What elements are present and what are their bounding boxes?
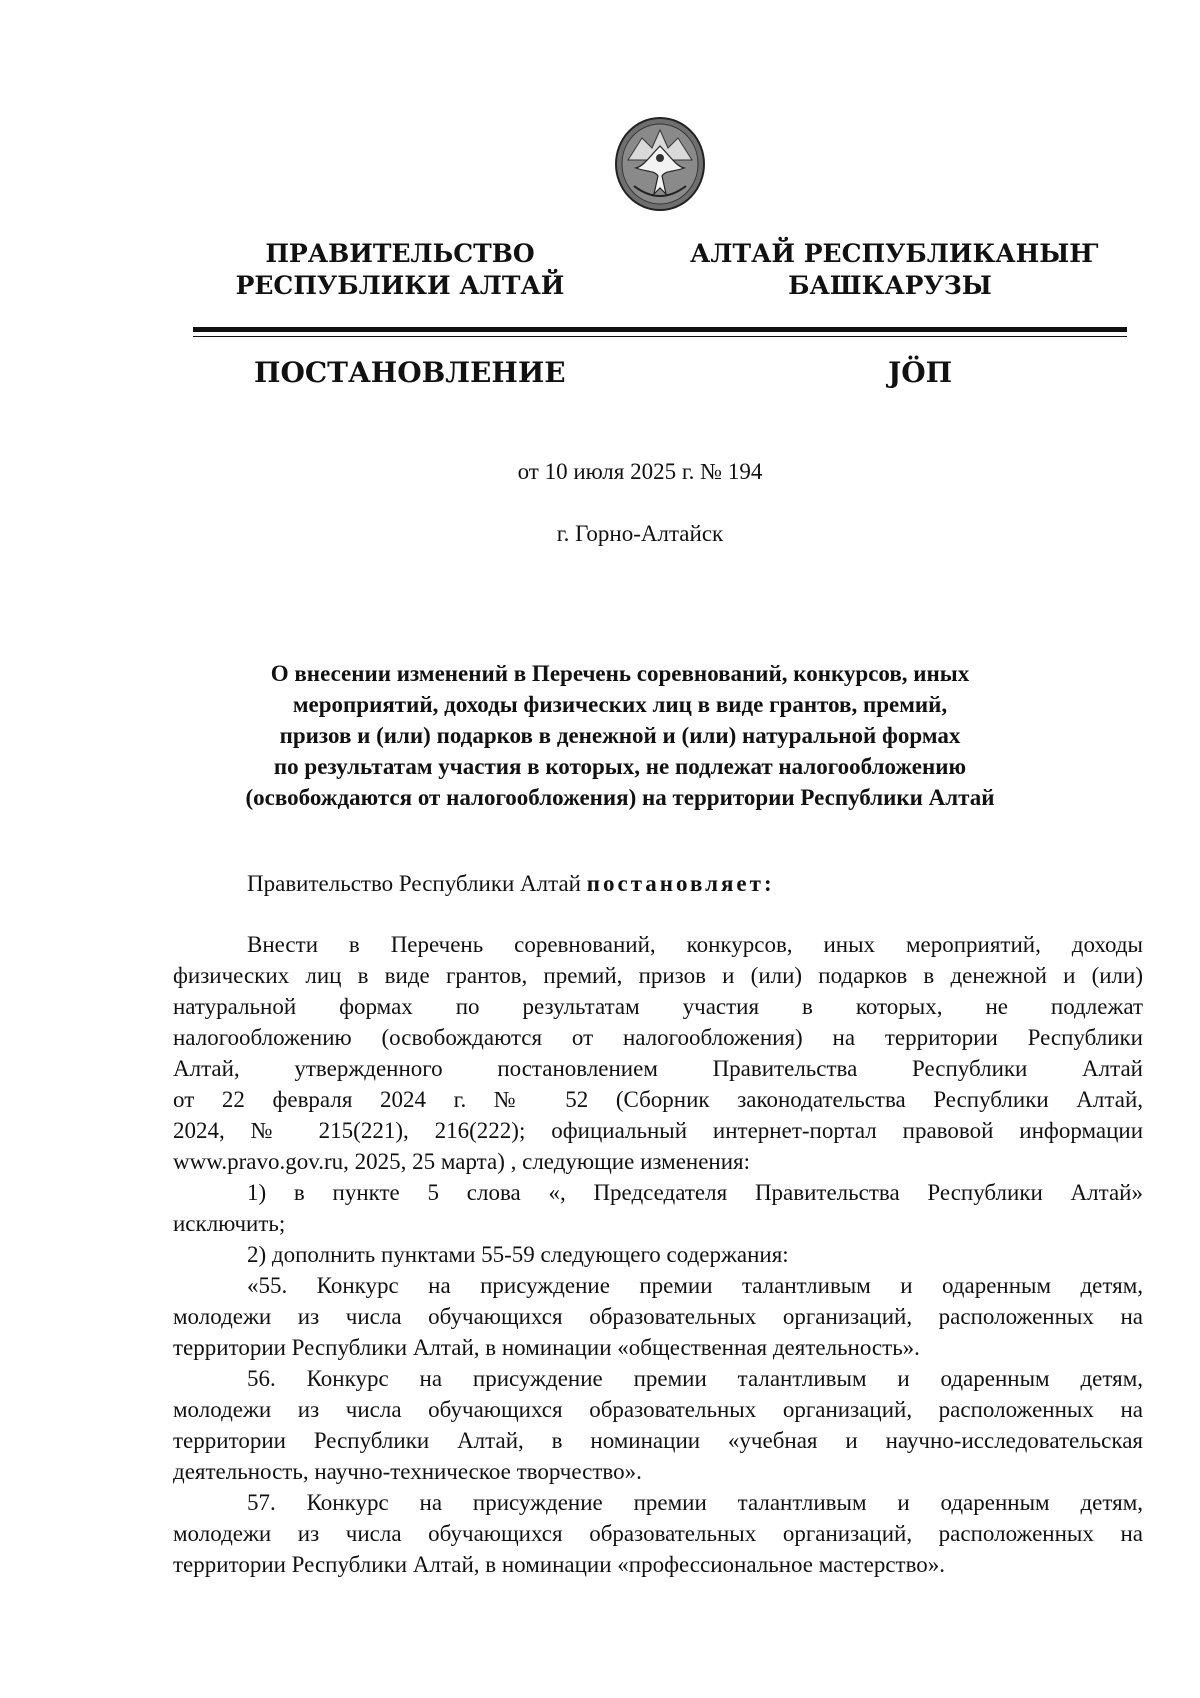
title-line: призов и (или) подарков в денежной и (или) натуральной формах xyxy=(279,723,961,748)
coat-of-arms-icon xyxy=(614,116,706,212)
government-name-line: ПРАВИТЕЛЬСТВО xyxy=(265,239,535,268)
doc-type-altai: JӦП xyxy=(888,356,953,389)
body-paragraph xyxy=(173,1239,1143,1270)
government-name-line: РЕСПУБЛИКИ АЛТАЙ xyxy=(235,271,565,300)
body-paragraph xyxy=(173,1487,1143,1580)
paragraph-line: налогообложению (освобождаются от налогообложения) на территории Республики xyxy=(173,1025,1143,1050)
paragraph-line: www.pravo.gov.ru, 2025, 25 марта) , следующие изменения: xyxy=(173,1149,751,1174)
paragraph-line: 1) в пункте 5 слова «, Председателя Правительства Республики Алтай» xyxy=(247,1180,1143,1205)
decree-statement xyxy=(173,868,1143,899)
paragraph-line: 2024, № 215(221), 216(222); официальный интернет-портал правовой информации xyxy=(173,1118,1143,1143)
body-paragraph xyxy=(173,1177,1143,1239)
paragraph-line: 57. Конкурс на присуждение премии талантливым и одаренным детям, xyxy=(247,1490,1143,1515)
paragraph-line: Внести в Перечень соревнований, конкурсов, иных мероприятий, доходы xyxy=(247,932,1143,957)
paragraph-line: физических лиц в виде грантов, премий, призов и (или) подарков в денежной и (или) xyxy=(173,963,1143,988)
decree-prefix: Правительство Республики Алтай xyxy=(247,871,587,896)
paragraph-line: натуральной формах по результатам участия в которых, не подлежат xyxy=(173,994,1143,1019)
title-line: мероприятий, доходы физических лиц в виде грантов, премий, xyxy=(292,692,948,717)
paragraph-line: территории Республики Алтай, в номинации «учебная и научно-исследовательская xyxy=(173,1428,1143,1453)
header-divider-thin xyxy=(193,336,1127,337)
body-paragraphs xyxy=(173,929,1143,1580)
document-body xyxy=(173,868,1143,1580)
header-divider-thick xyxy=(193,327,1127,332)
paragraph-line: территории Республики Алтай, в номинации «профессиональное мастерство». xyxy=(173,1552,946,1577)
document-date-number: от 10 июля 2025 г. № 194 xyxy=(517,459,763,484)
body-paragraph xyxy=(173,1363,1143,1487)
paragraph-line: исключить; xyxy=(173,1211,286,1236)
body-paragraph xyxy=(173,1270,1143,1363)
paragraph-line: молодежи из числа обучающихся образовательных организаций, расположенных на xyxy=(173,1397,1143,1422)
doc-type-russian: ПОСТАНОВЛЕНИЕ xyxy=(254,356,566,389)
paragraph-line: от 22 февраля 2024 г. № 52 (Сборник законодательства Республики Алтай, xyxy=(173,1087,1143,1112)
document-city: г. Горно-Алтайск xyxy=(556,521,724,546)
decree-verb: постановляет: xyxy=(586,871,775,896)
paragraph-line: деятельность, научно-техническое творчество». xyxy=(173,1459,642,1484)
body-paragraph xyxy=(173,929,1143,1177)
document-title xyxy=(170,658,1070,813)
paragraph-line: территории Республики Алтай, в номинации «общественная деятельность». xyxy=(173,1335,920,1360)
government-name-altai xyxy=(690,238,1099,302)
paragraph-line: молодежи из числа обучающихся образовательных организаций, расположенных на xyxy=(173,1304,1143,1329)
paragraph-line: Алтай, утвержденного постановлением Правительства Республики Алтай xyxy=(173,1056,1143,1081)
title-line: (освобождаются от налогообложения) на территории Республики Алтай xyxy=(245,785,995,810)
paragraph-line: 56. Конкурс на присуждение премии талантливым и одаренным детям, xyxy=(247,1366,1143,1391)
government-name-russian xyxy=(200,238,600,302)
government-name-line: АЛТАЙ РЕСПУБЛИКАНЫҤ xyxy=(690,239,1099,268)
title-line: по результатам участия в которых, не подлежат налогообложению xyxy=(273,754,967,779)
paragraph-line: «55. Конкурс на присуждение премии талантливым и одаренным детям, xyxy=(247,1273,1143,1298)
paragraph-line: 2) дополнить пунктами 55-59 следующего содержания: xyxy=(247,1242,789,1267)
government-name-line: БАШКАРУЗЫ xyxy=(788,271,992,300)
paragraph-line: молодежи из числа обучающихся образовательных организаций, расположенных на xyxy=(173,1521,1143,1546)
title-line: О внесении изменений в Перечень соревнований, конкурсов, иных xyxy=(270,661,970,686)
